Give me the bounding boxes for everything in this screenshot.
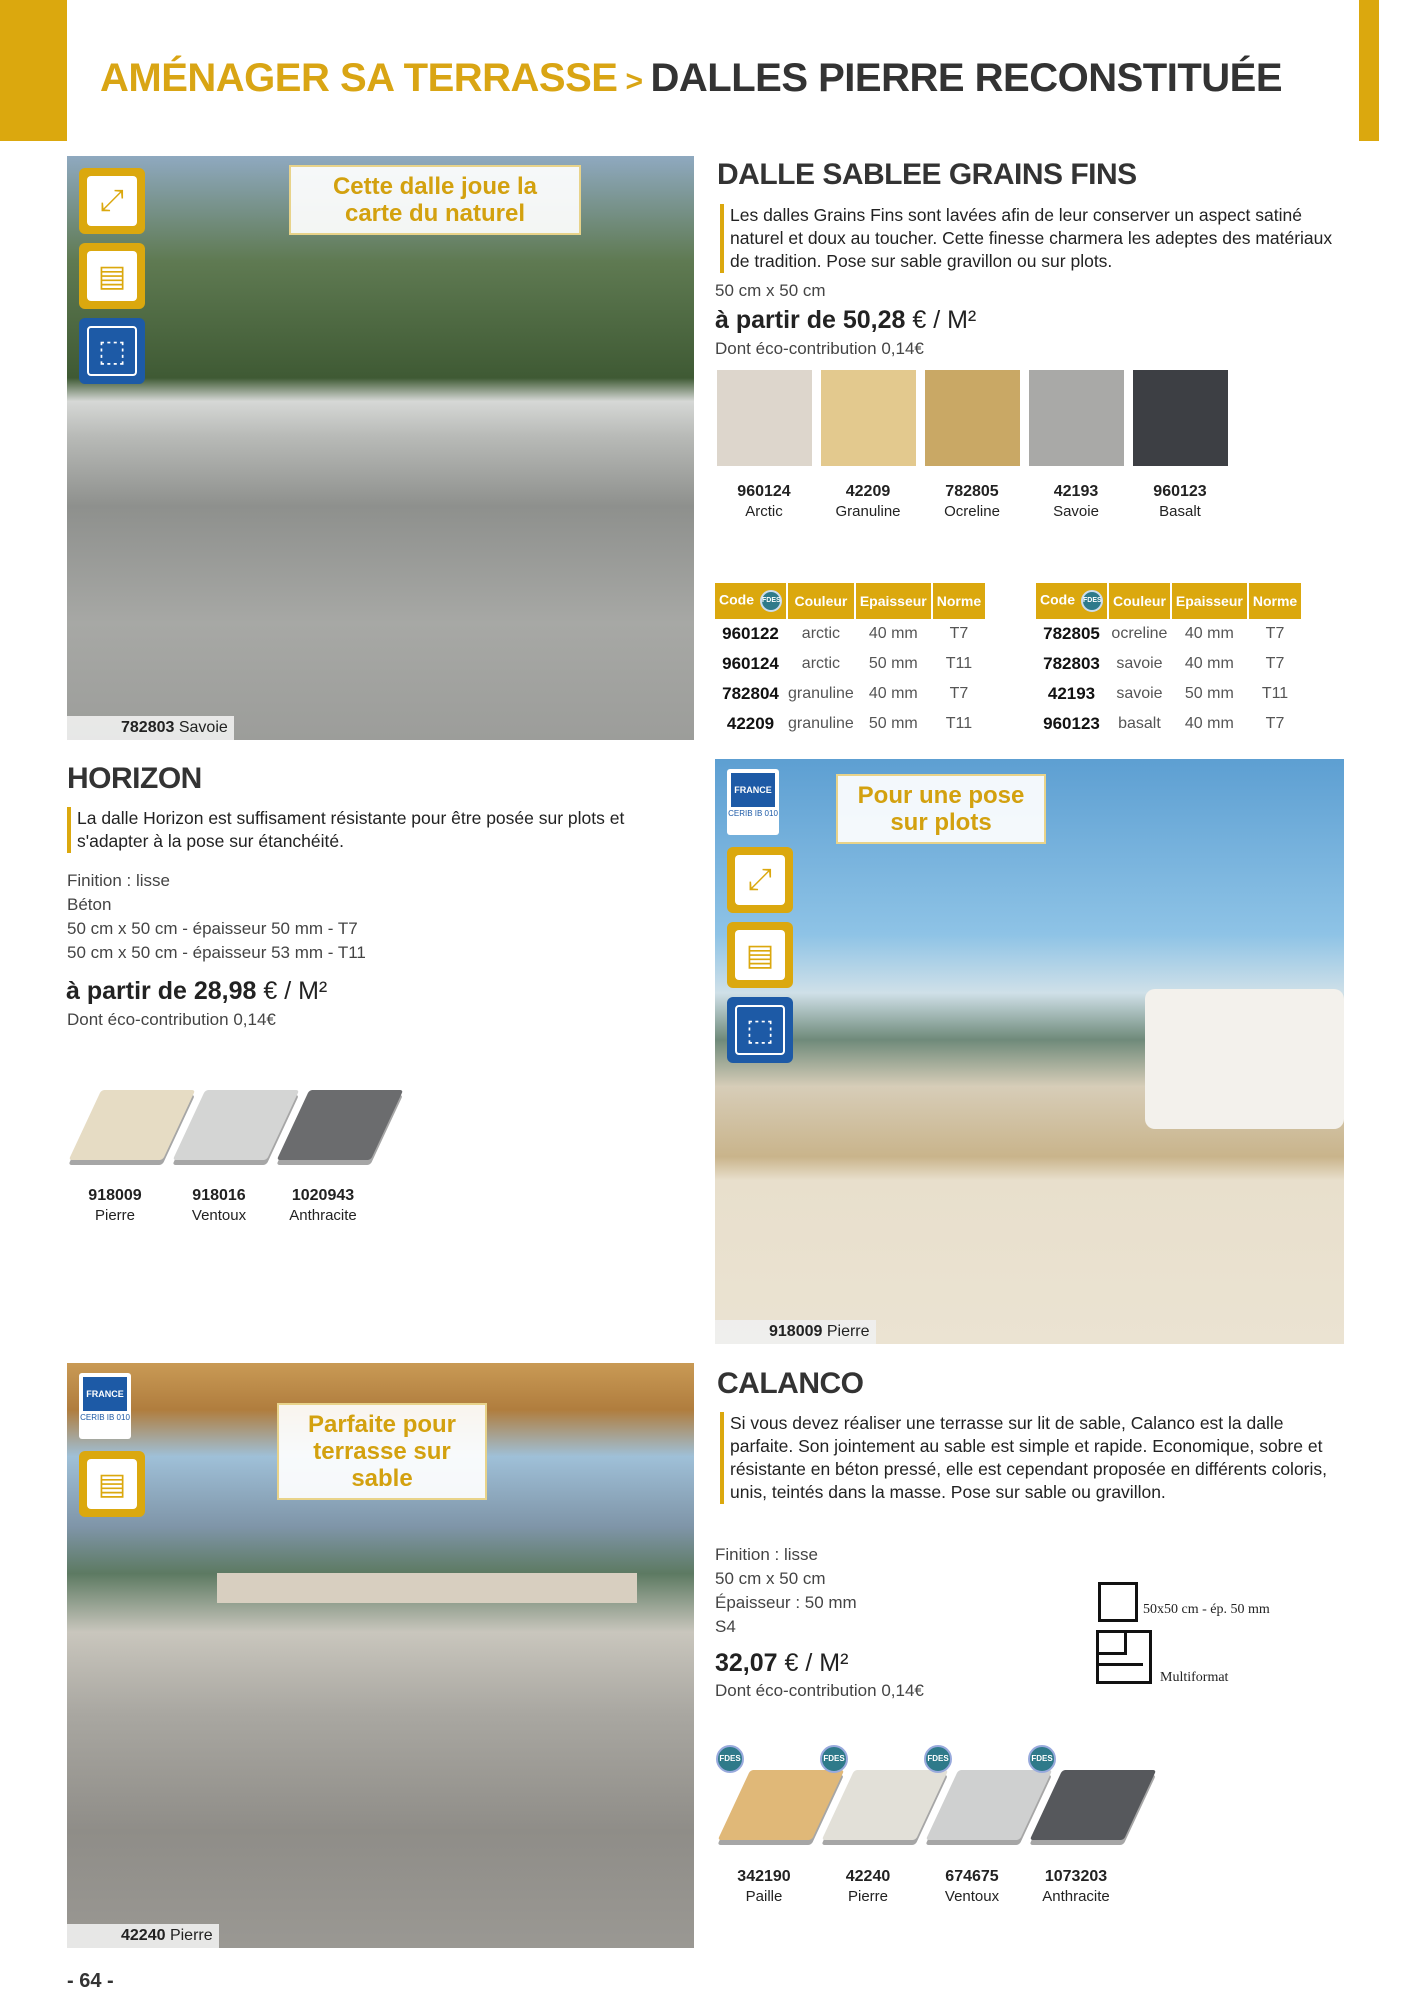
table-row — [715, 709, 985, 739]
product-specs — [67, 869, 366, 965]
photo-caption: 42240 Pierre — [67, 1924, 219, 1948]
table-row — [715, 679, 985, 709]
table-cell: 42209 — [726, 714, 775, 733]
spec-line: 50 cm x 50 cm - épaisseur 50 mm - T7 — [67, 919, 358, 938]
table-cell: arctic — [801, 625, 841, 642]
table-cell: ocreline — [1111, 625, 1168, 642]
table-header: Code FDES — [1036, 583, 1107, 619]
product-size: 50 cm x 50 cm — [715, 281, 826, 300]
table-cell: granuline — [788, 685, 854, 702]
eco-contribution: Dont éco-contribution 0,14€ — [67, 1010, 276, 1029]
eco-contribution: Dont éco-contribution 0,14€ — [715, 1681, 924, 1700]
fdes-icon: FDES — [760, 590, 782, 612]
product-description: Si vous devez réaliser une terrasse sur lit de sable, Calanco est la dalle parfaite. Son jointement au sable est simple et rapide. Economique, sobre et résistante en béton pressé, elle est cependant proposée en différents coloris, unis, teintés dans la masse. Pose sur sable ou gravillon. — [720, 1412, 1345, 1504]
format-badge — [727, 847, 793, 913]
table-cell: T11 — [945, 715, 973, 732]
header-right-bar — [1359, 0, 1379, 141]
format-badge — [79, 168, 145, 234]
table-header: Norme — [1249, 583, 1301, 619]
table-header: Epaisseur — [856, 583, 931, 619]
section-title: AMÉNAGER SA TERRASSE — [100, 56, 618, 100]
spec-table-right — [1034, 583, 1303, 739]
eco-contribution: Dont éco-contribution 0,14€ — [715, 339, 924, 358]
table-row — [715, 619, 985, 649]
table-header: Norme — [933, 583, 985, 619]
sofa — [1145, 989, 1344, 1129]
table-cell: basalt — [1118, 715, 1161, 732]
table-cell: 782805 — [1043, 624, 1100, 643]
plots-install-icon: ⬚ — [87, 326, 137, 376]
france-cerib-label: FRANCE CERIB IB 010 — [727, 769, 779, 835]
swatch-label: 42193 Savoie — [1053, 483, 1099, 520]
table-row — [1036, 649, 1301, 679]
format-icon: ⤢ — [87, 176, 137, 226]
photo-child-jumping — [715, 759, 1344, 1344]
spec-line: Épaisseur : 50 mm — [715, 1593, 857, 1612]
fdes-icon: FDES — [1028, 1745, 1056, 1773]
product-price: à partir de 28,98 € / M² — [66, 977, 328, 1005]
table-cell: 42193 — [1047, 684, 1096, 703]
table-cell: granuline — [788, 715, 854, 732]
table — [217, 1573, 637, 1603]
table-cell: T7 — [1265, 655, 1285, 672]
tile-label: 918016 Ventoux — [191, 1187, 247, 1224]
plots-badge — [79, 318, 145, 384]
product-tile — [277, 1090, 404, 1160]
colors-badge — [79, 1451, 145, 1517]
color-palette-icon: ▤ — [87, 251, 137, 301]
product-description: Les dalles Grains Fins sont lavées afin de leur conserver un aspect satiné naturel et doux au toucher. Cette finesse charmera les adeptes des matériaux de tradition. Pose sur sable gravillon ou sur plots. — [720, 204, 1340, 273]
callout: Cette dalle joue la carte du naturel — [289, 165, 581, 235]
fdes-icon: FDES — [820, 1745, 848, 1773]
swatch-label: 960124 Arctic — [737, 483, 791, 520]
table-cell: 782803 — [1043, 654, 1100, 673]
spec-line: S4 — [715, 1617, 736, 1636]
tile-label: 1020943 Anthracite — [289, 1187, 357, 1224]
table-cell: 40 mm — [1184, 655, 1234, 672]
swatch-label: 960123 Basalt — [1153, 483, 1207, 520]
table-row — [715, 649, 985, 679]
product-price: à partir de 50,28 € / M² — [715, 306, 977, 334]
table-row — [1036, 619, 1301, 649]
table-cell: 960123 — [1043, 714, 1100, 733]
photo-terrace-table — [67, 1363, 694, 1948]
square-format-icon — [1098, 1582, 1138, 1622]
color-swatch — [1133, 370, 1228, 466]
spec-line: 50 cm x 50 cm - épaisseur 53 mm - T11 — [67, 943, 366, 962]
header-left-bar — [0, 0, 67, 141]
product-title: DALLE SABLEE GRAINS FINS — [717, 158, 1137, 191]
fdes-icon: FDES — [924, 1745, 952, 1773]
table-cell: T7 — [949, 625, 969, 642]
plots-badge — [727, 997, 793, 1063]
spec-line: 50 cm x 50 cm — [715, 1569, 826, 1588]
spec-table-left — [713, 583, 987, 739]
table-row — [1036, 679, 1301, 709]
fdes-icon: FDES — [716, 1745, 744, 1773]
colors-badge — [727, 922, 793, 988]
format-icon: ⤢ — [735, 855, 785, 905]
product-specs — [715, 1543, 857, 1639]
product-tile — [1030, 1770, 1157, 1840]
table-cell: 960124 — [722, 654, 779, 673]
photo-caption: 918009 Pierre — [715, 1320, 876, 1344]
color-swatch — [717, 370, 812, 466]
plots-install-icon: ⬚ — [735, 1005, 785, 1055]
table-cell: 40 mm — [868, 685, 918, 702]
swatch-label: 42209 Granuline — [835, 483, 901, 520]
table-cell: T7 — [949, 685, 969, 702]
callout: Parfaite pour terrasse sur sable — [277, 1403, 487, 1500]
table-cell: savoie — [1116, 655, 1163, 672]
table-cell: T7 — [1265, 715, 1285, 732]
france-cerib-label: FRANCE CERIB IB 010 — [79, 1373, 131, 1439]
spec-line: Béton — [67, 895, 112, 914]
table-cell: arctic — [801, 655, 841, 672]
photo-terrace-savoie — [67, 156, 694, 740]
product-title: CALANCO — [717, 1367, 864, 1400]
table-row — [1036, 709, 1301, 739]
spec-line: Finition : lisse — [67, 871, 170, 890]
table-header: Couleur — [788, 583, 854, 619]
spec-line: Finition : lisse — [715, 1545, 818, 1564]
swatch-label: 782805 Ocreline — [944, 483, 1000, 520]
table-header: Couleur — [1109, 583, 1170, 619]
table-cell: T7 — [1265, 625, 1285, 642]
table-cell: 40 mm — [868, 625, 918, 642]
tile-label: 674675 Ventoux — [944, 1868, 1000, 1905]
table-cell: 782804 — [722, 684, 779, 703]
fdes-icon: FDES — [1081, 590, 1103, 612]
product-title: HORIZON — [67, 762, 202, 795]
color-swatch — [925, 370, 1020, 466]
callout: Pour une pose sur plots — [836, 774, 1046, 844]
table-cell: T11 — [945, 655, 973, 672]
table-cell: 50 mm — [868, 715, 918, 732]
color-palette-icon: ▤ — [735, 930, 785, 980]
table-cell: 50 mm — [1184, 685, 1234, 702]
product-description: La dalle Horizon est suffisament résistante pour être posée sur plots et s'adapter à la pose sur étanchéité. — [67, 807, 667, 853]
page-title — [100, 56, 1282, 101]
color-swatch — [821, 370, 916, 466]
table-cell: 40 mm — [1184, 625, 1234, 642]
multiformat-icon — [1096, 1630, 1152, 1684]
table-header: Epaisseur — [1172, 583, 1247, 619]
color-swatch — [1029, 370, 1124, 466]
tile-label: 342190 Paille — [737, 1868, 791, 1905]
table-cell: 960122 — [722, 624, 779, 643]
category-title: DALLES PIERRE RECONSTITUÉE — [650, 56, 1283, 100]
table-header: Code FDES — [715, 583, 786, 619]
tile-label: 1073203 Anthracite — [1042, 1868, 1110, 1905]
photo-caption: 782803 Savoie — [67, 716, 234, 740]
table-cell: savoie — [1116, 685, 1163, 702]
color-palette-icon: ▤ — [87, 1459, 137, 1509]
tile-label: 42240 Pierre — [845, 1868, 891, 1905]
multiformat-label: Multiformat — [1160, 1670, 1229, 1685]
table-cell: 50 mm — [868, 655, 918, 672]
product-price: 32,07 € / M² — [715, 1649, 849, 1677]
table-cell: 40 mm — [1184, 715, 1234, 732]
table-cell: T11 — [1261, 685, 1289, 702]
page-number: - 64 - — [67, 1970, 114, 1992]
separator-chevron: > — [625, 65, 643, 98]
colors-badge — [79, 243, 145, 309]
format-size-label: 50x50 cm - ép. 50 mm — [1143, 1602, 1270, 1617]
tile-label: 918009 Pierre — [88, 1187, 142, 1224]
